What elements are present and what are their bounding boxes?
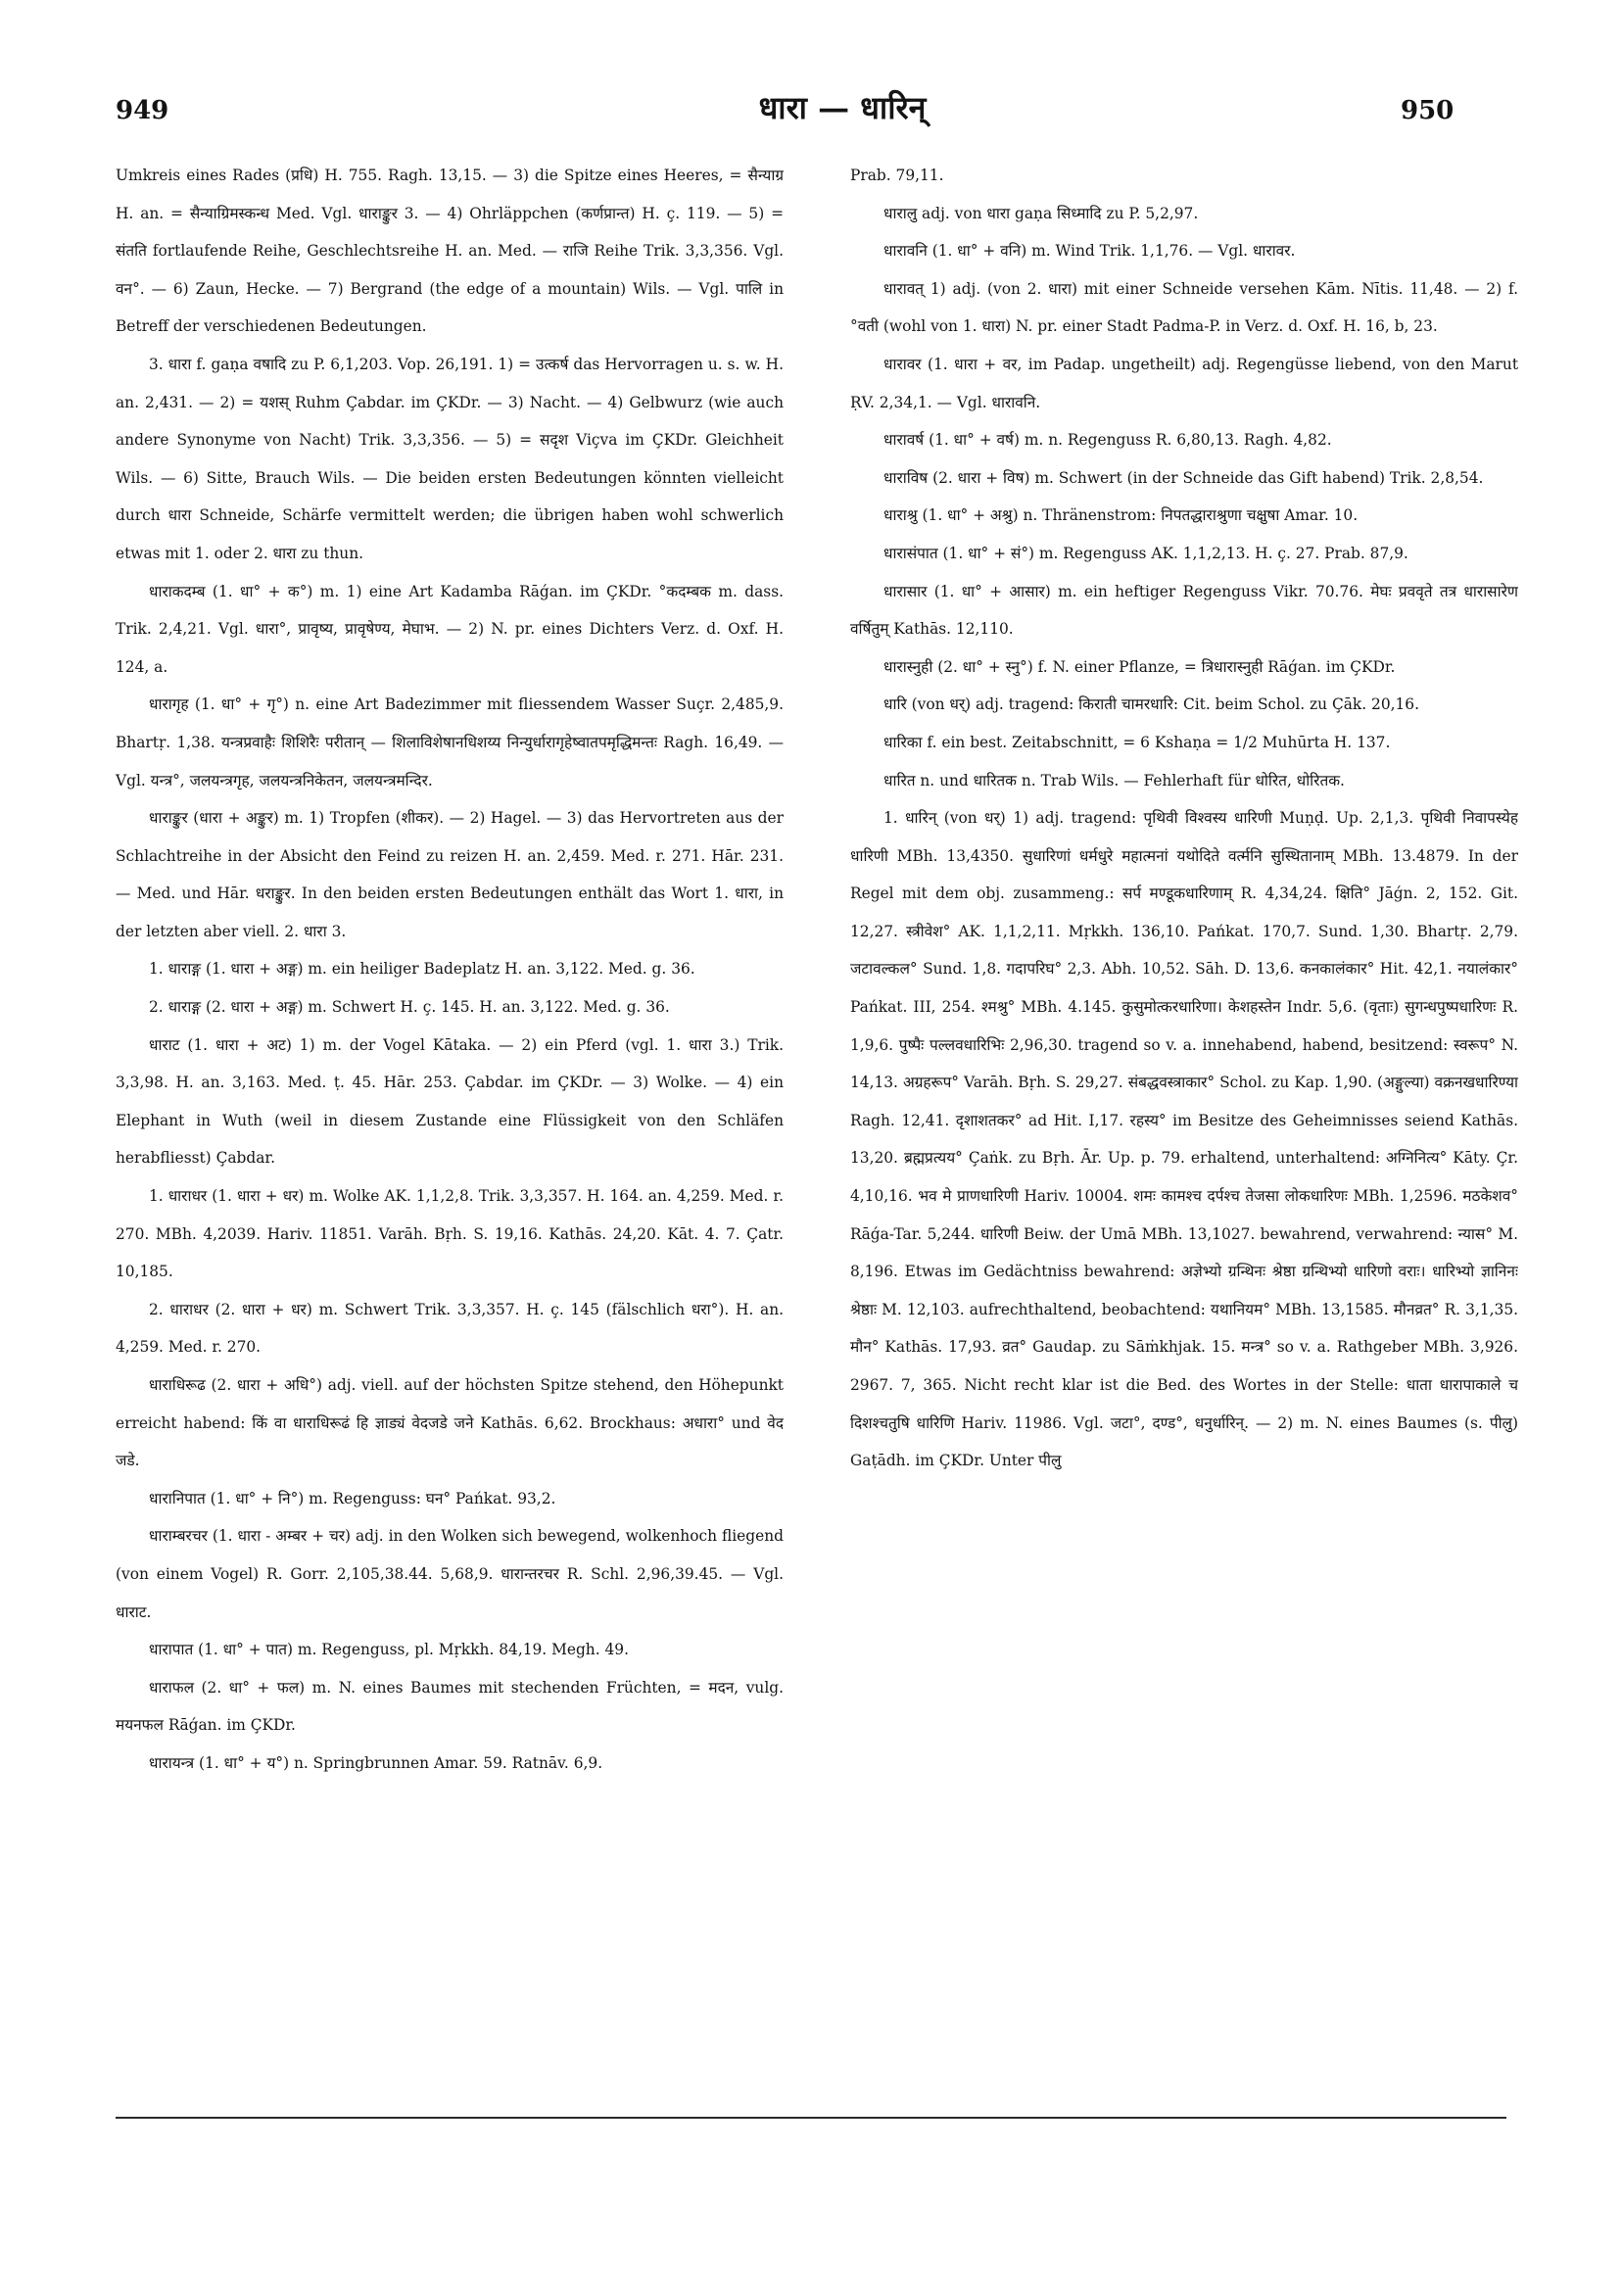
entry-paragraph: धारावनि (1. धा° + वनि) m. Wind Trik. 1,1,76. — Vgl. धारावर. xyxy=(883,242,1296,261)
entry-paragraph: धारागृह (1. धा° + गृ°) n. eine Art Badezimmer mit fliessendem Wasser Suçr. 2,485,9. Bhartṛ. 1,38. यन्त्रप्रवाहैः शिशिरैः परीतान् — शिलाविशेषानधिशय्य निन्युर्धारागृहेष्वातपमृद्धिमन्तः Ragh. 16,49. — Vgl. यन्त्र°, जलयन्त्रगृह, जलयन्त्रनिकेतन, जलयन्त्रमन्दिर. xyxy=(116,695,784,789)
entry-paragraph: धाराश्रु (1. धा° + अश्रु) n. Thränenstrom: निपतद्धाराश्रुणा चक्षुषा Amar. 10. xyxy=(883,506,1359,525)
footer-rule xyxy=(116,2117,1506,2119)
entry-paragraph: धाराविष (2. धारा + विष) m. Schwert (in der Schneide das Gift habend) Trik. 2,8,54. xyxy=(883,468,1484,487)
entry-paragraph: धाराम्बरचर (1. धारा - अम्बर + चर) adj. in den Wolken sich bewegend, wolkenhoch fliegend (von einem Vogel) R. Gorr. 2,105,38.44. 5,68,9. धारान्तरचर R. Schl. 2,96,39.45. — Vgl. धाराट. xyxy=(116,1527,784,1621)
entry-paragraph: Prab. 79,11. xyxy=(850,167,944,184)
entry-paragraph: धारिका f. ein best. Zeitabschnitt, = 6 Kshaṇa = 1/2 Muhūrta H. 137. xyxy=(883,733,1391,751)
entry-paragraph: धाराकदम्ब (1. धा° + क°) m. 1) eine Art Kadamba Rāǵan. im ÇKDr. °कदम्बक m. dass. Trik. 2,4,21. Vgl. धारा°, प्रावृष्य, प्रावृषेण्य, मेघाभ. — 2) N. pr. eines Dichters Verz. d. Oxf. H. 124, a. xyxy=(116,582,784,676)
entry-paragraph: धारावत् 1) adj. (von 2. धारा) mit einer Schneide versehen Kām. Nītis. 11,48. — 2) f. °वती (wohl von 1. धारा) N. pr. einer Stadt Padma-P. in Verz. d. Oxf. H. 16, b, 23. xyxy=(850,279,1518,336)
entry-paragraph: धारासंपात (1. धा° + सं°) m. Regenguss AK. 1,1,2,13. H. ç. 27. Prab. 87,9. xyxy=(883,544,1408,562)
entry-paragraph: 2. धाराङ्ग (2. धारा + अङ्ग) m. Schwert H. ç. 145. H. an. 3,122. Med. g. 36. xyxy=(149,998,670,1017)
entry-paragraph: धारि (von धर्) adj. tragend: किराती चामरधारि: Cit. beim Schol. zu Çāk. 20,16. xyxy=(883,695,1419,714)
page-number-right: 950 xyxy=(1401,96,1455,125)
entry-paragraph: धारित n. und धारितक n. Trab Wils. — Fehlerhaft für धोरित, धोरितक. xyxy=(883,771,1345,789)
entry-paragraph: धाराट (1. धारा + अट) 1) m. der Vogel Kātaka. — 2) ein Pferd (vgl. 1. धारा 3.) Trik. 3,3,98. H. an. 3,163. Med. ṭ. 45. Hār. 253. Çabdar. im ÇKDr. — 3) Wolke. — 4) ein Elephant in Wuth (weil in diesem Zustande eine Flüssigkeit von den Schläfen herabfliesst) Çabdar. xyxy=(116,1035,784,1168)
entry-paragraph: 3. धारा f. gaṇa वषादि zu P. 6,1,203. Vop. 26,191. 1) = उत्कर्ष das Hervorragen u. s. w. H. an. 2,431. — 2) = यशस् Ruhm Çabdar. im ÇKDr. — 3) Nacht. — 4) Gelbwurz (wie auch andere Synonyme von Nacht) Trik. 3,3,356. — 5) = सदृश Viçva im ÇKDr. Gleichheit Wils. — 6) Sitte, Brauch Wils. — Die beiden ersten Bedeutungen könnten vielleicht durch धारा Schneide, Schärfe vermittelt werden; die übrigen haben wohl schwerlich etwas mit 1. oder 2. धारा zu thun. xyxy=(116,355,784,562)
entry-paragraph: धारानिपात (1. धा° + नि°) m. Regenguss: घन° Pańkat. 93,2. xyxy=(149,1489,556,1507)
left-column xyxy=(116,157,784,2096)
entry-paragraph: धारापात (1. धा° + पात) m. Regenguss, pl. Mṛkkh. 84,19. Megh. 49. xyxy=(149,1641,629,1659)
entry-paragraph: 2. धाराधर (2. धारा + धर) m. Schwert Trik. 3,3,357. H. ç. 145 (fälschlich धरा°). H. an. 4,259. Med. r. 270. xyxy=(116,1300,784,1357)
entry-paragraph: धारासार (1. धा° + आसार) m. ein heftiger Regenguss Vikr. 70.76. मेघः प्रववृते तत्र धारासारेण वर्षितुम् Kathās. 12,110. xyxy=(850,582,1518,639)
entry-paragraph: 1. धाराधर (1. धारा + धर) m. Wolke AK. 1,1,2,8. Trik. 3,3,357. H. 164. an. 4,259. Med. r. 270. MBh. 4,2039. Hariv. 11851. Varāh. Bṛh. S. 19,16. Kathās. 24,20. Kāt. 4. 7. Çatr. 10,185. xyxy=(116,1187,784,1281)
headword-range: धारा — धारिन् xyxy=(758,89,927,126)
right-column xyxy=(850,157,1518,2096)
entry-paragraph: धारालु adj. von धारा gaṇa सिध्मादि zu P. 5,2,97. xyxy=(883,204,1199,222)
entry-paragraph: धाराधिरूढ (2. धारा + अधि°) adj. viell. auf der höchsten Spitze stehend, den Höhepunkt erreicht habend: किं वा धाराधिरूढं हि ज्ञाड्यं वेदजडे जने Kathās. 6,62. Brockhaus: अधारा° und वेद जडे. xyxy=(116,1376,784,1470)
entry-paragraph: 1. धारिन् (von धर्) 1) adj. tragend: पृथिवी विश्वस्य धारिणी Muṇḍ. Up. 2,1,3. पृथिवी निवापस्येह धारिणी MBh. 13,4350. सुधारिणां धर्मधुरे महात्मनां यथोदिते वर्त्मनि सुस्थितानाम् MBh. 13.4879. In der Regel mit dem obj. zusammeng.: सर्प मण्डूकधारिणाम् R. 4,34,24. क्षिति° Jāǵn. 2, 152. Git. 12,27. स्त्रीवेश° AK. 1,1,2,11. Mṛkkh. 136,10. Pańkat. 170,7. Sund. 1,30. Bhartṛ. 2,79. जटावल्कल° Sund. 1,8. गदापरिघ° 2,3. Abh. 10,52. Sāh. D. 13,6. कनकालंकार° Hit. 42,1. नयालंकार° Pańkat. III, 254. श्मश्रु° MBh. 4.145. कुसुमोत्करधारिणा। केशहस्तेन Indr. 5,6. (वृताः) सुगन्धपुष्पधारिणः R. 1,9,6. पुष्पैः पल्लवधारिभिः 2,96,30. tragend so v. a. innehabend, habend, besitzend: स्वरूप° N. 14,13. अग्रहरूप° Varāh. Bṛh. S. 29,27. संबद्धवस्त्राकार° Schol. zu Kap. 1,90. (अङ्गुल्या) वक्रनखधारिण्या Ragh. 12,41. दृशाशतकर° ad Hit. I,17. रहस्य° im Besitze des Geheimnisses seiend Kathās. 13,20. ब्रह्मप्रत्यय° Çaṅk. zu Bṛh. Ār. Up. p. 79. erhaltend, unterhaltend: अग्निनित्य° Kāty. Çr. 4,10,16. भव मे प्राणधारिणी Hariv. 10004. शमः कामश्च दर्पश्च तेजसा लोकधारिणः MBh. 1,2596. मठकेशव° Rāǵa-Tar. 5,244. धारिणी Beiw. der Umā MBh. 13,1027. bewahrend, verwahrend: न्यास° M. 8,196. Etwas im Gedächtniss bewahrend: अज्ञेभ्यो ग्रन्थिनः श्रेष्ठा ग्रन्थिभ्यो धारिणो वराः। धारिभ्यो ज्ञानिनः श्रेष्ठाः M. 12,103. aufrechthaltend, beobachtend: यथानियम° MBh. 13,1585. मौनव्रत° R. 3,1,35. मौन° Kathās. 17,93. व्रत° Gaudap. zu Sāṁkhjak. 15. मन्त्र° so v. a. Rathgeber MBh. 3,926. 2967. 7, 365. Nicht recht klar ist die Bed. des Wortes in der Stelle: धाता धारापाकाले च दिशश्चतुषि धारिणि Hariv. 11986. Vgl. जटा°, दण्ड°, धनुर्धारिन्. — 2) m. N. eines Baumes (s. पीलु) Gaṭādh. im ÇKDr. Unter पीलु xyxy=(850,809,1518,1470)
entry-paragraph: धारास्नुही (2. धा° + स्नु°) f. N. einer Pflanze, = त्रिधारास्नुही Rāǵan. im ÇKDr. xyxy=(883,657,1396,676)
entry-paragraph: धाराङ्कुर (धारा + अङ्कुर) m. 1) Tropfen (शीकर). — 2) Hagel. — 3) das Hervortreten aus der Schlachtreihe in der Absicht den Feind zu reizen H. an. 2,459. Med. r. 271. Hār. 231. — Med. und Hār. धराङ्कुर. In den beiden ersten Bedeutungen enthält das Wort 1. धारा, in der letzten aber viell. 2. धारा 3. xyxy=(116,809,784,940)
entry-paragraph: धारायन्त्र (1. धा° + य°) n. Springbrunnen Amar. 59. Ratnāv. 6,9. xyxy=(149,1753,603,1772)
entry-paragraph: धारावर (1. धारा + वर, im Padap. ungetheilt) adj. Regengüsse liebend, von den Marut ṚV. 2,34,1. — Vgl. धारावनि. xyxy=(850,355,1518,411)
entry-paragraph: Umkreis eines Rades (प्रधि) H. 755. Ragh. 13,15. — 3) die Spitze eines Heeres, = सैन्याग्र H. an. = सैन्याग्रिमस्कन्ध Med. Vgl. धाराङ्कुर 3. — 4) Ohrläppchen (कर्णप्रान्त) H. ç. 119. — 5) = संतति fortlaufende Reihe, Geschlechtsreihe H. an. Med. — राजि Reihe Trik. 3,3,356. Vgl. वन°. — 6) Zaun, Hecke. — 7) Bergrand (the edge of a mountain) Wils. — Vgl. पालि in Betreff der verschiedenen Bedeutungen. xyxy=(116,167,784,336)
entry-paragraph: 1. धाराङ्ग (1. धारा + अङ्ग) m. ein heiliger Badeplatz H. an. 3,122. Med. g. 36. xyxy=(149,960,695,979)
page-number-left: 949 xyxy=(116,96,169,125)
entry-paragraph: धाराफल (2. धा° + फल) m. N. eines Baumes mit stechenden Früchten, = मदन, vulg. मयनफल Rāǵan. im ÇKDr. xyxy=(116,1678,784,1735)
entry-paragraph: धारावर्ष (1. धा° + वर्ष) m. n. Regenguss R. 6,80,13. Ragh. 4,82. xyxy=(883,431,1332,450)
